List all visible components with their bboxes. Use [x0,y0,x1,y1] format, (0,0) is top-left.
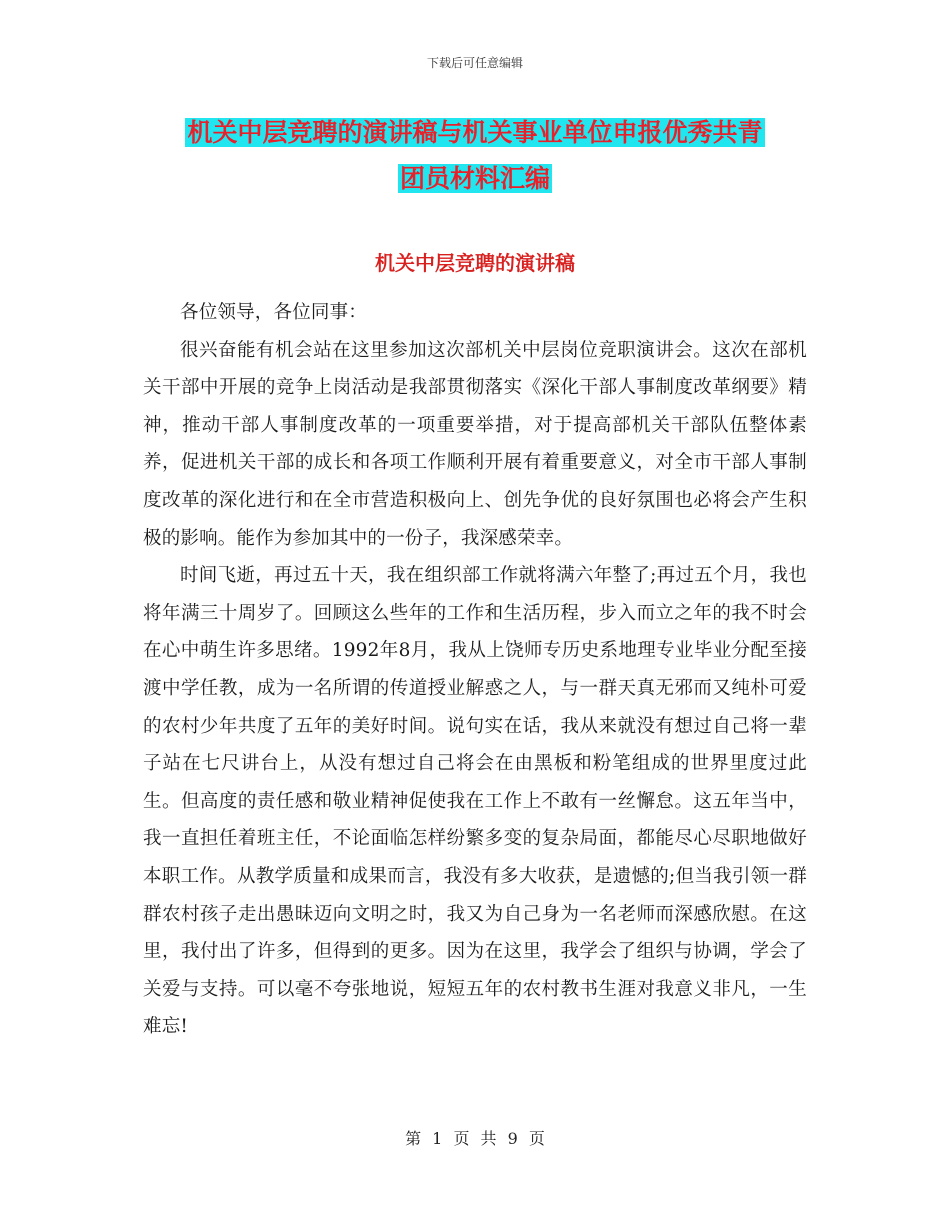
page-header-note: 下载后可任意编辑 [426,56,523,70]
paragraph-greeting: 各位领导，各位同事： [180,302,368,323]
page-number-footer: 第 1 页 共 9 页 [405,1129,545,1148]
section-title: 机关中层竞聘的演讲稿 [375,251,575,275]
paragraph: 时间飞逝，再过五十天，我在组织部工作就将满六年整了;再过五个月，我也将年满三十周岁了。回顾这么些年的工作和生活历程，步入而立之年的我不时会在心中萌生许多思绪。1992年8月，我从上饶师专历史系地理专业毕业分配至接渡中学任教，成为一名所谓的传道授业解惑之人，与一群天真无邪而又纯朴可爱的农村少年共度了五年的美好时间。说句实在话，我从来就没有想过自己将一辈子站在七尺讲台上，从没有想过自己将会在由黑板和粉笔组成的世界里度过此生。但高度的责任感和敬业精神促使我在工作上不敢有一丝懈怠。这五年当中，我一直担任着班主任，不论面临怎样纷繁多变的复杂局面，都能尽心尽职地做好本职工作。从教学质量和成果而言，我没有多大收获，是遗憾的;但当我引领一群群农村孩子走出愚昧迈向文明之时，我又为自己身为一名老师而深感欣慰。在这里，我付出了许多，但得到的更多。因为在这里，我学会了组织与协调，学会了关爱与支持。可以毫不夸张地说，短短五年的农村教书生涯对我意义非凡，一生难忘! [143,565,807,1038]
document-title-line-2: 团员材料汇编 [399,164,550,193]
document-title-line-1: 机关中层竞聘的演讲稿与机关事业单位申报优秀共青 [187,118,763,147]
document-title [140,110,810,202]
document-body [143,294,807,1046]
paragraph: 很兴奋能有机会站在这里参加这次部机关中层岗位竞职演讲会。这次在部机关干部中开展的竞争上岗活动是我部贯彻落实《深化干部人事制度改革纲要》精神，推动干部人事制度改革的一项重要举措，对于提高部机关干部队伍整体素养，促进机关干部的成长和各项工作顺利开展有着重要意义，对全市干部人事制度改革的深化进行和在全市营造积极向上、创先争优的良好氛围也必将会产生积极的影响。能作为参加其中的一份子，我深感荣幸。 [143,339,807,549]
